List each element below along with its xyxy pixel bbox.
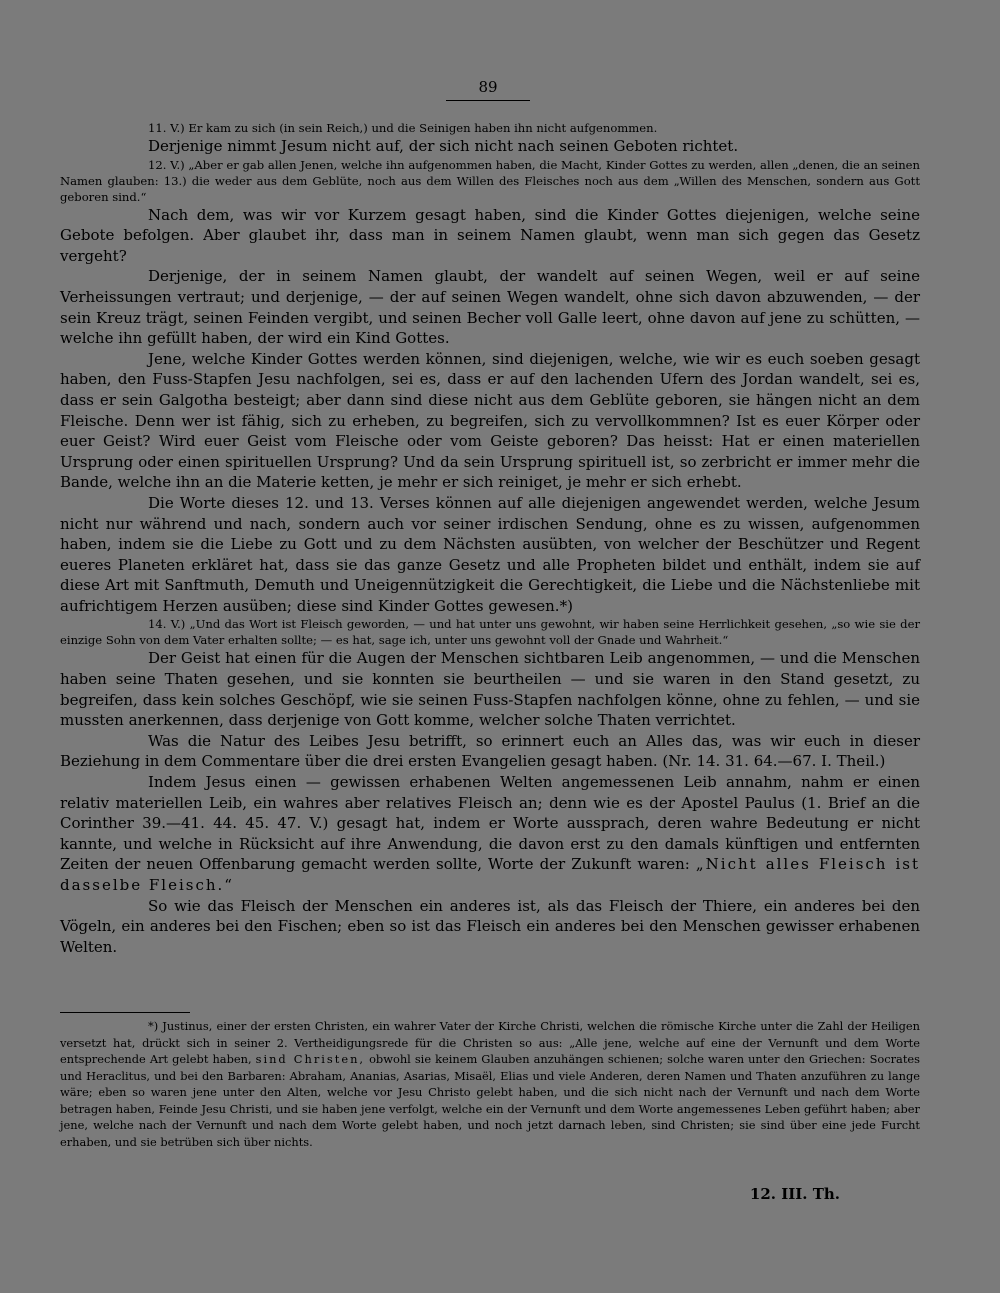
- footnote-part-2: obwohl sie keinem Glauben anzuhängen schienen; solche waren unter den Griechen: Socrates und Heraclitus, und bei den Barbaren: Abraham, Ananias, Asarias, Misaël, Elias und viele Anderen, deren Namen und Thaten anzuführen zu lange wäre; eben so waren jene unter den Alten, welche vor Jesu Christo gelebt haben, und die sich nicht nach der Vernunft und nach dem Worte betragen haben, Feinde Jesu Christi, und sie haben jene verfolgt, welche ein der Vernunft und dem Worte angemessenes Leben geführt haben; aber jene, welche nach der Vernunft und nach dem Worte gelebt haben, und noch jetzt darnach leben, sind Christen; sie sind über eine jede Furcht erhaben, und sie betrüben sich über nichts.: [60, 1052, 921, 1149]
- verse-11: 11. V.) Er kam zu sich (in sein Reich,) und die Seinigen haben ihn nicht aufgenommen.: [148, 121, 658, 135]
- verse-12-13: 12. V.) „Aber er gab allen Jenen, welche ihn aufgenommen haben, die Macht, Kinder Gottes zu werden, allen „denen, die an seinen Namen glauben: 13.) die weder aus dem Geblüte, noch aus dem Willen des Fleisches noch aus dem „Willen des Menschen, sondern aus Gott geboren sind.“: [60, 157, 920, 204]
- paragraph-5: Die Worte dieses 12. und 13. Verses können auf alle diejenigen angewendet werden, welche Jesum nicht nur während und nach, sondern auch vor seiner irdischen Sendung, ohne es zu wissen, aufgenommen haben, indem sie die Liebe zu Gott und zu dem Nächsten ausübten, von welcher der Beschützer und Regent eueres Planeten erkläret hat, dass sie das ganze Gesetz und alle Propheten bildet und enthält, indem sie auf diese Art mit Sanftmuth, Demuth und Uneigennützigkeit die Gerechtigkeit, die Liebe und die Nächstenliebe mit aufrichtigem Herzen ausüben; diese sind Kinder Gottes gewesen.*): [60, 493, 920, 615]
- footnote-rule: [60, 1012, 190, 1013]
- paragraph-8-text: Indem Jesus einen — gewissen erhabenen Welten angemessenen Leib annahm, nahm er einen relativ materiellen Leib, ein wahres aber relatives Fleisch an; denn wie es der Apostel Paulus (1. Brief an die Corinther 39.—41. 44. 45. 47. V.) gesagt hat, indem er Worte aussprach, deren wahre Bedeutung er nicht kannte, und welche in Rücksicht auf ihre Anwendung, die davon erst zu den damals künftigen und entfernten Zeiten der neuen Offenbarung gemacht werden sollte, Worte der Zukunft waren:: [60, 773, 920, 874]
- paragraph-8-quote: „Nicht alles Fleisch ist dasselbe Fleisch.“: [60, 855, 920, 894]
- paragraph-9: So wie das Fleisch der Menschen ein anderes ist, als das Fleisch der Thiere, ein anderes bei den Vögeln, ein anderes bei den Fischen; eben so ist das Fleisch ein anderes bei den Menschen gewisser erhabenen Welten.: [60, 896, 920, 956]
- page-number-rule: [446, 100, 530, 101]
- paragraph-6: Der Geist hat einen für die Augen der Menschen sichtbaren Leib angenommen, — und die Menschen haben seine Thaten gesehen, und sie konnten sie beurtheilen — und sie waren in den Stand gesetzt, zu begreifen, dass kein solches Geschöpf, wie sie seinen Fuss-Stapfen nachfolgen könne, ohne zu fehlen, — und sie mussten anerkennen, dass derjenige von Gott komme, welcher solche Thaten verrichtet.: [60, 649, 920, 730]
- footnote-text: [60, 1018, 920, 1150]
- paragraph-1: Derjenige nimmt Jesum nicht auf, der sich nicht nach seinen Geboten richtet.: [148, 137, 739, 155]
- footnote-part-1: *) Justinus, einer der ersten Christen, ein wahrer Vater der Kirche Christi, welchen die römische Kirche unter die Zahl der Heiligen versetzt hat, drückt sich in seiner 2. Vertheidigungsrede für die Christen so aus: „Alle jene, welche auf eine der Vernunft und dem Worte entsprechende Art gelebt haben,: [60, 1019, 920, 1066]
- paragraph-3: Derjenige, der in seinem Namen glaubt, der wandelt auf seinen Wegen, weil er auf seine Verheissungen vertraut; und derjenige, — der auf seinen Wegen wandelt, ohne sich davon abzuwenden, — der sein Kreuz trägt, seinen Feinden vergibt, und seinen Becher voll Galle leert, ohne davon auf jene zu schütten, — welche ihn gefüllt haben, der wird ein Kind Gottes.: [60, 267, 920, 348]
- paragraph-4: Jene, welche Kinder Gottes werden können, sind diejenigen, welche, wie wir es euch soeben gesagt haben, den Fuss-Stapfen Jesu nachfolgen, sei es, dass er auf den lachenden Ufern des Jordan wandelt, sei es, dass er sein Galgotha besteigt; aber dann sind diese nicht aus dem Geblüte geboren, sie hängen nicht an dem Fleische. Denn wer ist fähig, sich zu erheben, zu begreifen, sich zu vervollkommnen? Ist es euer Körper oder euer Geist? Wird euer Geist vom Fleische oder vom Geiste geboren? Das heisst: Hat er einen materiellen Ursprung oder einen spirituellen Ursprung? Und da sein Ursprung spirituell ist, so zerbricht er immer mehr die Bande, welche ihn an die Materie ketten, je mehr er sich reiniget, je mehr er sich erhebt.: [60, 349, 920, 492]
- signature-mark: 12. III. Th.: [749, 1185, 840, 1203]
- footnote-emphasis: sind Christen,: [255, 1052, 366, 1066]
- paragraph-2: Nach dem, was wir vor Kurzem gesagt haben, sind die Kinder Gottes diejenigen, welche seine Gebote befolgen. Aber glaubet ihr, dass man in seinem Namen glaubt, wenn man sich gegen das Gesetz vergeht?: [60, 205, 920, 265]
- footnote: [60, 1018, 920, 1150]
- page-number: 89: [478, 78, 498, 96]
- paragraph-8: [60, 772, 920, 896]
- verse-14: 14. V.) „Und das Wort ist Fleisch geworden, — und hat unter uns gewohnt, wir haben seine Herrlichkeit gesehen, „so wie sie der einzige Sohn von dem Vater erhalten sollte; — es hat, sage ich, unter uns gewohnt voll der Gnade und Wahrheit.“: [60, 617, 920, 648]
- paragraph-7: Was die Natur des Leibes Jesu betrifft, so erinnert euch an Alles das, was wir euch in dieser Beziehung in dem Commentare über die drei ersten Evangelien gesagt haben. (Nr. 14. 31. 64.—67. I. Theil.): [60, 731, 920, 771]
- main-text: [60, 120, 920, 957]
